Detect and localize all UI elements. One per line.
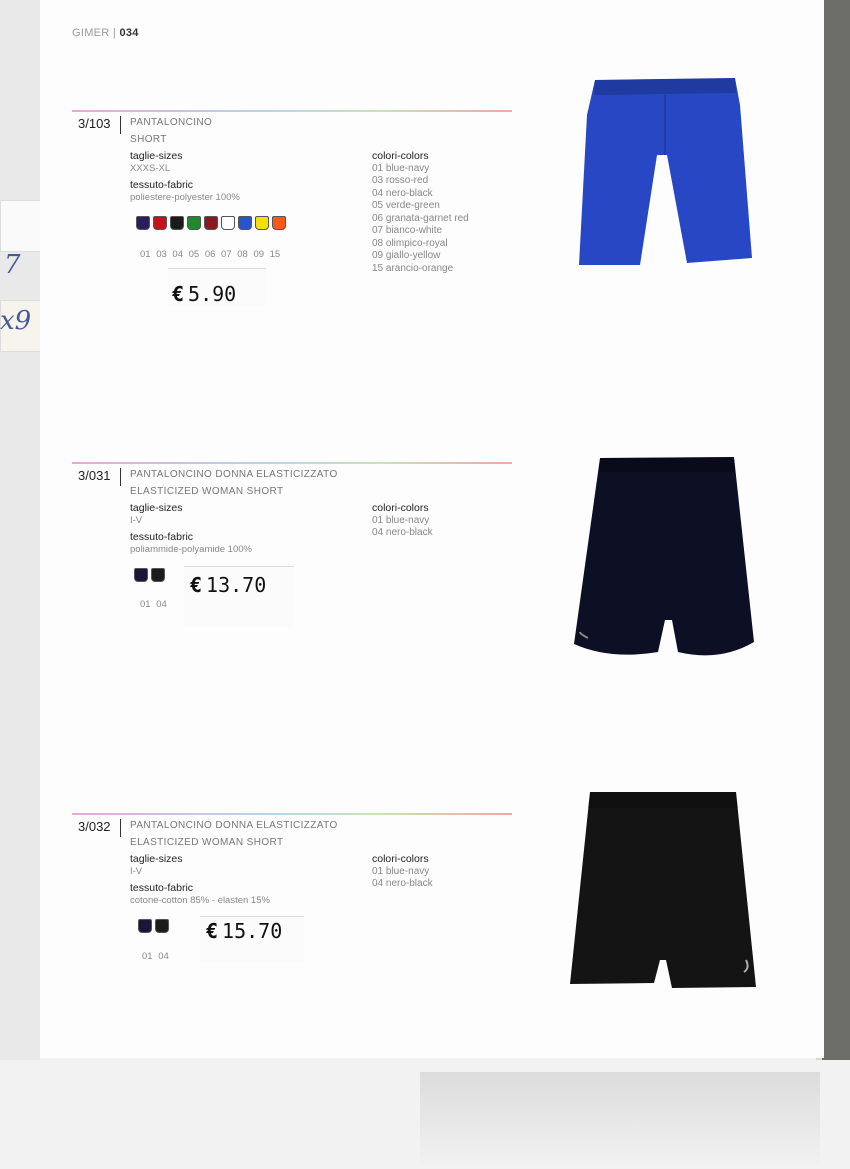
price-value: 13.70 [206,573,267,597]
color-swatches [136,216,286,230]
product-code: 3/031 [78,468,111,483]
garment-shape [574,457,754,655]
fabric-value: cotone-cotton 85% - elasten 15% [130,895,270,906]
product-name-en: SHORT [130,134,167,145]
color-item: 05 verde-green [372,200,440,211]
color-swatch [134,568,148,582]
scan-shadow [420,1072,820,1169]
swatch-codes: 01 03 04 05 06 07 08 09 15 [140,249,281,260]
color-swatch [153,216,167,230]
color-item: 08 olimpico-royal [372,237,448,249]
sizes-label: taglie-sizes [130,150,183,162]
product-name-it: PANTALONCINO DONNA ELASTICIZZATO [130,820,338,831]
color-swatch [151,568,165,582]
price-label [190,573,266,597]
sizes-label: taglie-sizes [130,502,183,514]
color-item: 15 arancio-orange [372,262,454,274]
fabric-value: poliestere-polyester 100% [130,192,240,203]
swatch-codes: 01 04 [142,951,169,962]
edge-tab [0,200,42,252]
currency-symbol: € [172,282,185,306]
product-name [130,114,212,148]
color-item: 04 nero-black [372,878,433,889]
brand-name: GIMER [72,27,110,39]
edge-notes [0,0,40,400]
sizes-value: I-V [130,866,143,877]
color-swatches [134,568,165,582]
colors-label: colori-colors [372,853,429,865]
edge-note-7: 7 [4,250,21,280]
color-swatch [272,216,286,230]
fabric-label: tessuto-fabric [130,179,194,191]
color-item: 06 granata-garnet red [372,212,469,224]
product-name-it: PANTALONCINO DONNA ELASTICIZZATO [130,469,338,480]
section-rule [72,110,512,112]
colors-label: colori-colors [372,150,429,162]
color-swatches [138,919,169,933]
product-name [130,817,338,851]
fabric-label: tessuto-fabric [130,531,194,543]
color-swatch [136,216,150,230]
colors-block [372,502,433,540]
code-divider [120,468,121,486]
currency-symbol: € [206,919,219,943]
price-value: 15.70 [222,919,283,943]
swatch-codes: 01 04 [140,599,167,610]
colors-label: colori-colors [372,502,429,514]
currency-symbol: € [190,573,203,597]
color-item: 03 rosso-red [372,175,429,186]
photo-short-3-031 [570,452,762,662]
product-name-it: PANTALONCINO [130,117,213,128]
color-swatch [255,216,269,230]
page-header [72,27,139,39]
page-number: 034 [119,27,139,39]
price-label [172,282,236,306]
sizes-value: I-V [130,515,143,526]
color-swatch [204,216,218,230]
scan-right-edge [822,0,850,1060]
color-swatch [170,216,184,230]
color-item: 09 giallo-yellow [372,250,441,261]
colors-block [372,150,469,275]
price-label [206,919,282,943]
garment-shape [570,792,756,988]
header-separator: | [112,27,117,39]
color-item: 07 bianco-white [372,225,443,236]
product-name [130,466,338,500]
color-swatch [238,216,252,230]
product-code: 3/103 [78,116,111,131]
sizes-value: XXXS-XL [130,163,171,174]
color-swatch [138,919,152,933]
color-item: 01 blue-navy [372,865,430,877]
code-divider [120,116,121,134]
sizes-label: taglie-sizes [130,853,183,865]
color-swatch [187,216,201,230]
photo-short-3-103 [575,75,757,270]
section-rule [72,813,512,815]
color-swatch [221,216,235,230]
fabric-label: tessuto-fabric [130,882,194,894]
price-value: 5.90 [188,282,237,306]
color-swatch [155,919,169,933]
product-code: 3/032 [78,819,111,834]
product-name-en: ELASTICIZED WOMAN SHORT [130,486,284,497]
edge-note-x9: x9 [0,306,32,336]
color-item: 04 nero-black [372,187,433,199]
colors-block [372,853,433,891]
section-rule [72,462,512,464]
product-name-en: ELASTICIZED WOMAN SHORT [130,837,284,848]
fabric-value: poliammide-polyamide 100% [130,544,252,555]
code-divider [120,819,121,837]
color-item: 04 nero-black [372,527,433,538]
color-item: 01 blue-navy [372,514,430,526]
color-item: 01 blue-navy [372,162,430,174]
photo-short-3-032 [568,790,762,990]
